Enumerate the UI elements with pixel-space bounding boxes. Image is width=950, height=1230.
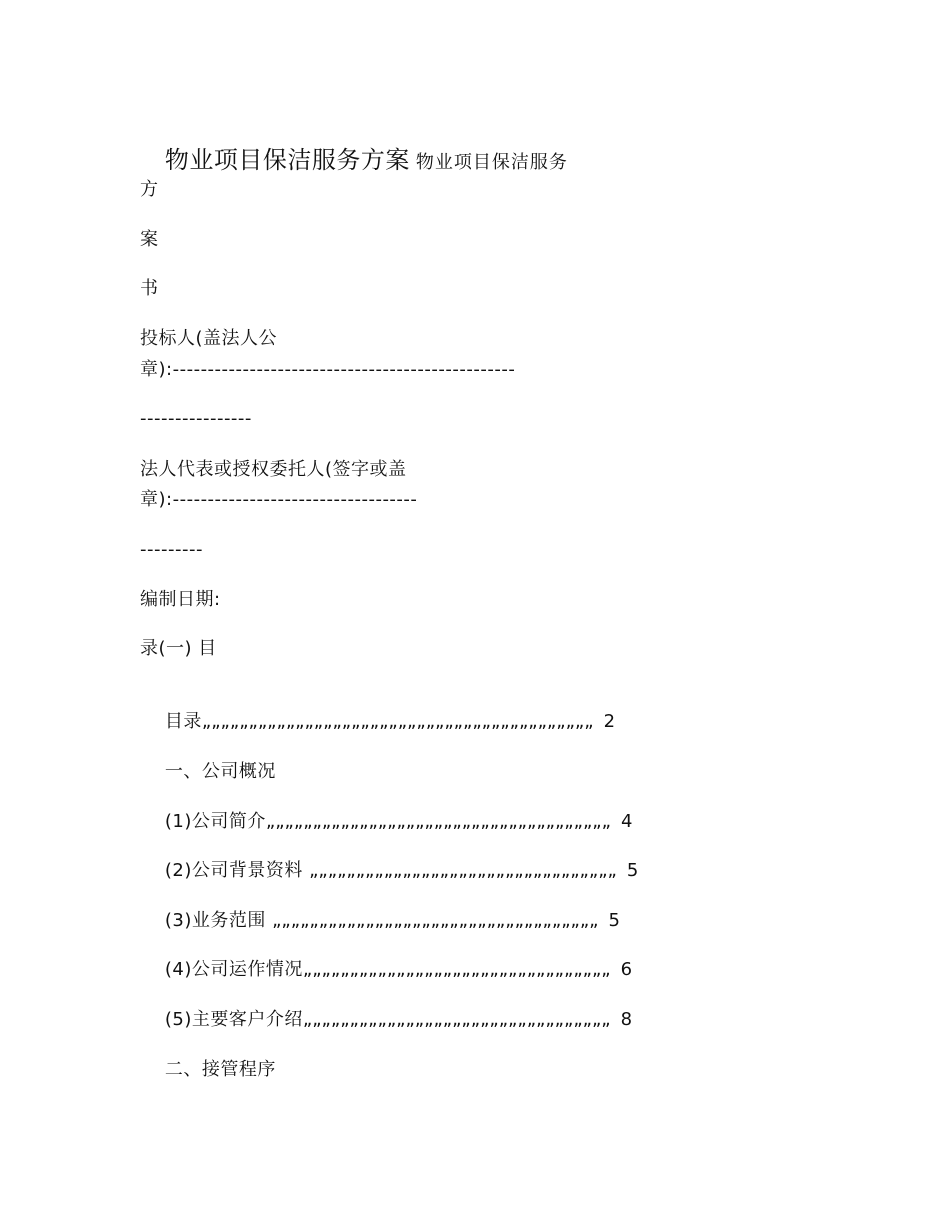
toc-entry-label: (4)公司运作情况 xyxy=(164,959,303,980)
toc-entry-page: 4 xyxy=(620,811,633,832)
bidder-label: 投标人(盖法人公 xyxy=(140,328,278,349)
document-title: 物业项目保洁服务方案 xyxy=(164,146,410,174)
title-char-2: 案 xyxy=(140,229,159,250)
toc-entry-label: (3)业务范围 xyxy=(164,910,273,931)
title-char-3: 书 xyxy=(140,278,159,299)
toc-entry-page: 8 xyxy=(620,1009,633,1030)
toc-entry-page: 2 xyxy=(603,711,616,732)
representative-label: 法人代表或授权委托人(签字或盖 xyxy=(140,459,407,480)
representative-signature-line-cont: --------- xyxy=(140,539,203,560)
toc-entry-label: (1)公司简介 xyxy=(164,811,266,832)
toc-entry-leader: „„„„„„„„„„„„„„„„„„„„„„„„„„„„„„„„„ xyxy=(309,860,617,881)
toc-entry-label: (2)公司背景资料 xyxy=(164,860,310,881)
toc-entry-leader: „„„„„„„„„„„„„„„„„„„„„„„„„„„„„„„„„„„„„„„„„„ xyxy=(201,711,594,732)
toc-entry-page: 5 xyxy=(608,910,621,931)
toc-entry-leader: „„„„„„„„„„„„„„„„„„„„„„„„„„„„„„„„„„„„„ xyxy=(265,811,611,832)
toc-entry-page: 5 xyxy=(626,860,639,881)
toc-entry-page: 6 xyxy=(620,959,633,980)
toc-entry-leader: „„„„„„„„„„„„„„„„„„„„„„„„„„„„„„„„„ xyxy=(302,1009,611,1030)
title-line xyxy=(140,120,568,200)
title-char-1: 方 xyxy=(140,179,159,200)
toc-section-label: 二、接管程序 xyxy=(164,1059,276,1080)
toc-entry-label: 目录 xyxy=(164,711,202,732)
bidder-signature-line-cont: ---------------- xyxy=(140,408,252,429)
toc-entry-label: (5)主要客户介绍 xyxy=(164,1009,303,1030)
toc-section xyxy=(140,1034,276,1106)
toc-section-label: 一、公司概况 xyxy=(164,761,276,782)
toc-heading: 录(一) 目 xyxy=(140,638,217,659)
document-subtitle: 物业项目保洁服务 xyxy=(415,152,568,173)
bidder-signature-line: 章):------------------------------------------------- xyxy=(140,359,516,380)
toc-entry-leader: „„„„„„„„„„„„„„„„„„„„„„„„„„„„„„„„„ xyxy=(302,959,611,980)
representative-signature-line: 章):----------------------------------- xyxy=(140,489,418,510)
date-label: 编制日期: xyxy=(140,589,221,610)
toc-entry-leader: „„„„„„„„„„„„„„„„„„„„„„„„„„„„„„„„„„„ xyxy=(272,910,599,931)
